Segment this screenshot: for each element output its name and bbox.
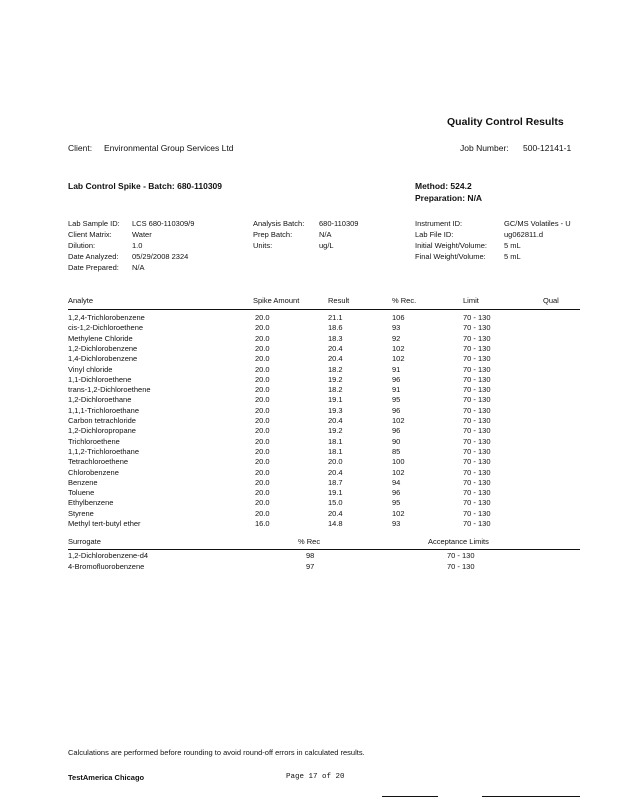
cell-limit: 70 - 130: [463, 519, 491, 528]
cell-spike: 20.0: [255, 436, 270, 446]
cell-limit: 70 - 130: [463, 426, 491, 436]
cell-spike: 20.0: [255, 416, 270, 425]
table-row: [0, 344, 642, 354]
cell-name: 1,1,1-Trichloroethane: [68, 405, 140, 415]
cell-limit: 70 - 130: [463, 508, 491, 518]
table-header: [0, 296, 642, 306]
cell-name: Vinyl chloride: [68, 364, 113, 374]
info-value: 680-110309: [319, 219, 359, 228]
cell-result: 20.4: [328, 467, 343, 477]
info-value: N/A: [132, 263, 145, 272]
cell-limit: 70 - 130: [463, 333, 491, 343]
cell-spike: 16.0: [255, 519, 270, 528]
cell-limit: 70 - 130: [463, 395, 491, 405]
info-value: 05/29/2008 2324: [132, 252, 189, 261]
cell-spike: 20.0: [255, 313, 270, 322]
info-label: Date Analyzed:: [68, 252, 119, 261]
cell-rec: 102: [392, 343, 405, 353]
cell-name: 4-Bromofluorobenzene: [68, 562, 145, 571]
cell-spike: 20.0: [255, 488, 270, 498]
cell-name: Ethylbenzene: [68, 498, 114, 508]
cell-limit: 70 - 130: [463, 385, 491, 395]
table-row: [0, 375, 642, 385]
cell-rec: 95: [392, 395, 401, 405]
info-label: Lab Sample ID:: [68, 219, 120, 228]
cell-rec: 91: [392, 385, 401, 395]
cell-result: 19.2: [328, 426, 343, 436]
cell-spike: 20.0: [255, 385, 270, 395]
table-row: [0, 334, 642, 344]
cell-result: 18.6: [328, 323, 343, 333]
info-label: Units:: [253, 241, 273, 250]
cell-rec: 85: [392, 446, 401, 456]
table-row: [0, 447, 642, 457]
info-label: Analysis Batch:: [253, 219, 305, 228]
cell-result: 18.7: [328, 477, 343, 487]
cell-name: 1,2-Dichloropropane: [68, 426, 136, 436]
cell-limit: 70 - 130: [463, 323, 491, 333]
cell-limit: 70 - 130: [463, 354, 491, 364]
info-value: ug/L: [319, 241, 334, 250]
cell-rec: 106: [392, 313, 405, 322]
cell-result: 21.1: [328, 313, 343, 322]
cell-result: 20.4: [328, 354, 343, 364]
cell-limits: 70 - 130: [447, 562, 475, 571]
method: Method: 524.2: [415, 181, 472, 191]
cell-rec: 94: [392, 477, 401, 487]
table-row: [0, 488, 642, 498]
cell-rec: 96: [392, 488, 401, 498]
header-surrogate-rec: % Rec: [298, 537, 321, 546]
table-row: [0, 365, 642, 375]
cell-name: Toluene: [68, 488, 95, 498]
job-number: 500-12141-1: [523, 143, 572, 153]
job-number-label: Job Number:: [460, 143, 509, 153]
header-surrogate: Surrogate: [68, 537, 101, 546]
header-spike-amount: Spike Amount: [253, 296, 300, 305]
cell-limit: 70 - 130: [463, 477, 491, 487]
cell-limit: 70 - 130: [463, 498, 491, 508]
cell-limit: 70 - 130: [463, 416, 491, 425]
table-row: [0, 478, 642, 488]
info-value: 5 mL: [504, 252, 521, 261]
cell-name: Styrene: [68, 508, 94, 518]
cell-limit: 70 - 130: [463, 364, 491, 374]
cell-limit: 70 - 130: [463, 467, 491, 477]
cell-rec: 91: [392, 364, 401, 374]
table-row: [0, 354, 642, 364]
table-row: [0, 437, 642, 447]
cell-name: cis-1,2-Dichloroethene: [68, 323, 144, 333]
info-label: Client Matrix:: [68, 230, 112, 239]
table-row: [0, 457, 642, 467]
cell-rec: 100: [392, 457, 405, 467]
cell-limit: 70 - 130: [463, 436, 491, 446]
table-row: [0, 416, 642, 426]
info-value: Water: [132, 230, 152, 239]
cell-rec: 96: [392, 426, 401, 436]
cell-spike: 20.0: [255, 323, 270, 333]
company-name: TestAmerica Chicago: [68, 773, 145, 782]
info-label: Instrument ID:: [415, 219, 463, 228]
surrogate-header: [0, 537, 642, 547]
footer-line-1: [382, 796, 438, 797]
page-number: Page 17 of 20: [286, 773, 345, 781]
cell-spike: 20.0: [255, 405, 270, 415]
info-label: Lab File ID:: [415, 230, 454, 239]
cell-result: 19.1: [328, 395, 343, 405]
cell-name: 1,4-Dichlorobenzene: [68, 354, 138, 364]
info-value: 5 mL: [504, 241, 521, 250]
cell-name: Chlorobenzene: [68, 467, 119, 477]
cell-limit: 70 - 130: [463, 405, 491, 415]
section-title: Lab Control Spike - Batch: 680-110309: [68, 181, 222, 191]
cell-rec: 98: [306, 551, 315, 560]
table-row: [0, 498, 642, 508]
cell-name: Carbon tetrachloride: [68, 416, 136, 425]
table-row: [0, 426, 642, 436]
cell-rec: 96: [392, 405, 401, 415]
report-title: Quality Control Results: [447, 116, 564, 128]
table-row: [0, 509, 642, 519]
header-acceptance-limits: Acceptance Limits: [428, 537, 489, 546]
cell-result: 20.4: [328, 508, 343, 518]
cell-result: 18.1: [328, 446, 343, 456]
info-value: LCS 680-110309/9: [132, 219, 195, 228]
cell-result: 19.2: [328, 374, 343, 384]
cell-spike: 20.0: [255, 364, 270, 374]
info-label: Dilution:: [68, 241, 96, 250]
cell-result: 18.2: [328, 385, 343, 395]
cell-spike: 20.0: [255, 467, 270, 477]
header-rec: % Rec.: [392, 296, 417, 305]
header-result: Result: [328, 296, 350, 305]
cell-limit: 70 - 130: [463, 488, 491, 498]
table-row: [0, 406, 642, 416]
footer-line-2: [482, 796, 580, 797]
cell-name: Tetrachloroethene: [68, 457, 129, 467]
info-label: Initial Weight/Volume:: [415, 241, 487, 250]
cell-name: 1,2-Dichloroethane: [68, 395, 132, 405]
cell-rec: 95: [392, 498, 401, 508]
cell-result: 14.8: [328, 519, 343, 528]
cell-name: 1,1-Dichloroethene: [68, 374, 132, 384]
cell-limit: 70 - 130: [463, 343, 491, 353]
info-value: 1.0: [132, 241, 143, 250]
cell-limit: 70 - 130: [463, 374, 491, 384]
cell-limit: 70 - 130: [463, 446, 491, 456]
footnote: Calculations are performed before rounding to avoid round-off errors in calculated results.: [68, 748, 365, 757]
cell-result: 20.0: [328, 457, 343, 467]
client-label: Client:: [68, 143, 93, 153]
cell-limit: 70 - 130: [463, 313, 491, 322]
cell-rec: 93: [392, 519, 401, 528]
cell-name: 1,2,4-Trichlorobenzene: [68, 313, 145, 322]
cell-name: 1,1,2-Trichloroethane: [68, 446, 140, 456]
cell-name: 1,2-Dichlorobenzene: [68, 343, 138, 353]
cell-spike: 20.0: [255, 498, 270, 508]
table-row: [0, 395, 642, 405]
info-label: Date Prepared:: [68, 263, 119, 272]
cell-name: trans-1,2-Dichloroethene: [68, 385, 151, 395]
table-row: [0, 468, 642, 478]
surrogate-rule: [68, 549, 580, 550]
info-label: Prep Batch:: [253, 230, 293, 239]
cell-rec: 93: [392, 323, 401, 333]
cell-name: Trichloroethene: [68, 436, 120, 446]
header-analyte: Analyte: [68, 296, 94, 305]
cell-spike: 20.0: [255, 426, 270, 436]
table-row: [0, 519, 642, 529]
cell-rec: 102: [392, 508, 405, 518]
cell-spike: 20.0: [255, 457, 270, 467]
cell-result: 19.1: [328, 488, 343, 498]
info-label: Final Weight/Volume:: [415, 252, 486, 261]
cell-spike: 20.0: [255, 333, 270, 343]
info-value: GC/MS Volatiles - U: [504, 219, 571, 228]
preparation: Preparation: N/A: [415, 193, 483, 203]
cell-spike: 20.0: [255, 508, 270, 518]
cell-spike: 20.0: [255, 354, 270, 364]
cell-limits: 70 - 130: [447, 551, 475, 560]
cell-rec: 102: [392, 467, 405, 477]
cell-name: 1,2-Dichlorobenzene-d4: [68, 551, 149, 560]
cell-spike: 20.0: [255, 477, 270, 487]
cell-limit: 70 - 130: [463, 457, 491, 467]
cell-spike: 20.0: [255, 374, 270, 384]
cell-name: Methyl tert-butyl ether: [68, 519, 141, 528]
cell-result: 18.3: [328, 333, 343, 343]
cell-rec: 90: [392, 436, 401, 446]
table-row: [0, 323, 642, 333]
table-row: [0, 385, 642, 395]
client-name: Environmental Group Services Ltd: [104, 143, 234, 153]
cell-result: 20.4: [328, 416, 343, 425]
info-value: ug062811.d: [504, 230, 544, 239]
cell-name: Benzene: [68, 477, 98, 487]
cell-result: 20.4: [328, 343, 343, 353]
surrogate-row: [0, 551, 642, 561]
cell-rec: 97: [306, 562, 315, 571]
cell-rec: 102: [392, 354, 405, 364]
cell-name: Methylene Chloride: [68, 333, 133, 343]
cell-rec: 92: [392, 333, 401, 343]
header-rule: [68, 309, 580, 310]
cell-spike: 20.0: [255, 446, 270, 456]
header-limit: Limit: [463, 296, 479, 305]
cell-spike: 20.0: [255, 395, 270, 405]
cell-result: 15.0: [328, 498, 343, 508]
surrogate-row: [0, 562, 642, 572]
cell-spike: 20.0: [255, 343, 270, 353]
info-value: N/A: [319, 230, 332, 239]
cell-result: 18.1: [328, 436, 343, 446]
cell-result: 18.2: [328, 364, 343, 374]
cell-rec: 96: [392, 374, 401, 384]
cell-result: 19.3: [328, 405, 343, 415]
header-qual: Qual: [543, 296, 559, 305]
table-row: [0, 313, 642, 323]
cell-rec: 102: [392, 416, 405, 425]
